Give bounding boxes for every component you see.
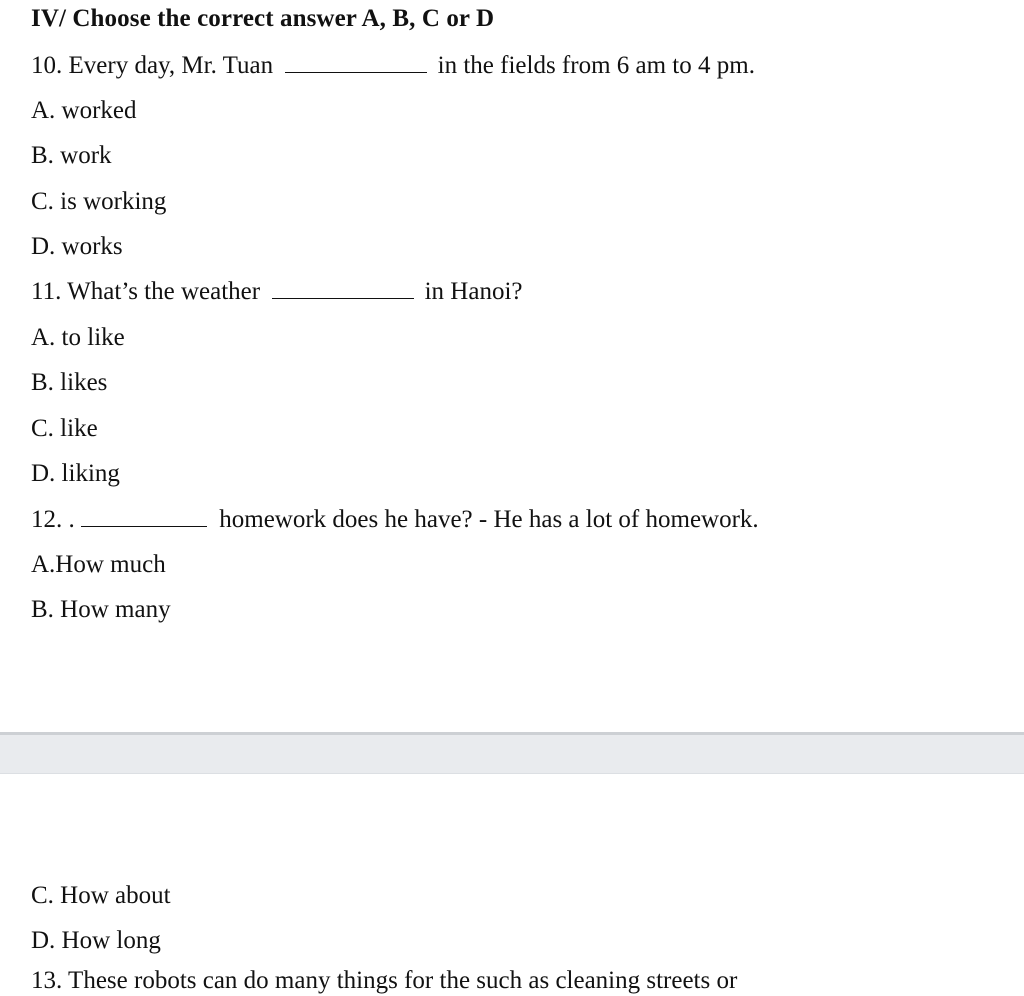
question-12-option-a: A.How much <box>31 551 166 578</box>
section-heading: IV/ Choose the correct answer A, B, C or D <box>31 5 495 32</box>
question-10-option-a: A. worked <box>31 97 137 124</box>
question-10-option-c: C. is working <box>31 188 167 215</box>
question-12-stem-before: 12. . <box>31 506 75 533</box>
question-12-stem-after: homework does he have? - He has a lot of homework. <box>219 506 759 533</box>
question-12-option-b: B. How many <box>31 596 171 623</box>
question-12-option-c: C. How about <box>31 882 171 909</box>
page-break-separator <box>0 732 1024 774</box>
question-11-option-d: D. liking <box>31 460 120 487</box>
question-13-cut-line: 13. These robots can do many things for the such as cleaning streets or <box>31 967 738 994</box>
question-12-blank <box>81 506 207 527</box>
question-10-option-d: D. works <box>31 233 123 260</box>
question-11-option-b: B. likes <box>31 369 108 396</box>
question-12-stem <box>31 505 759 535</box>
question-11-option-a: A. to like <box>31 324 125 351</box>
question-11-stem-before: 11. What’s the weather <box>31 278 261 305</box>
question-11-option-c: C. like <box>31 415 98 442</box>
question-12-option-d: D. How long <box>31 927 161 954</box>
question-11-blank <box>272 278 414 299</box>
question-10-blank <box>285 52 427 73</box>
question-11-stem-after: in Hanoi? <box>424 278 523 305</box>
question-10-stem <box>31 51 755 81</box>
question-10-option-b: B. work <box>31 142 112 169</box>
question-10-stem-after: in the fields from 6 am to 4 pm. <box>437 52 755 79</box>
question-11-stem <box>31 277 522 307</box>
question-10-stem-before: 10. Every day, Mr. Tuan <box>31 52 274 79</box>
